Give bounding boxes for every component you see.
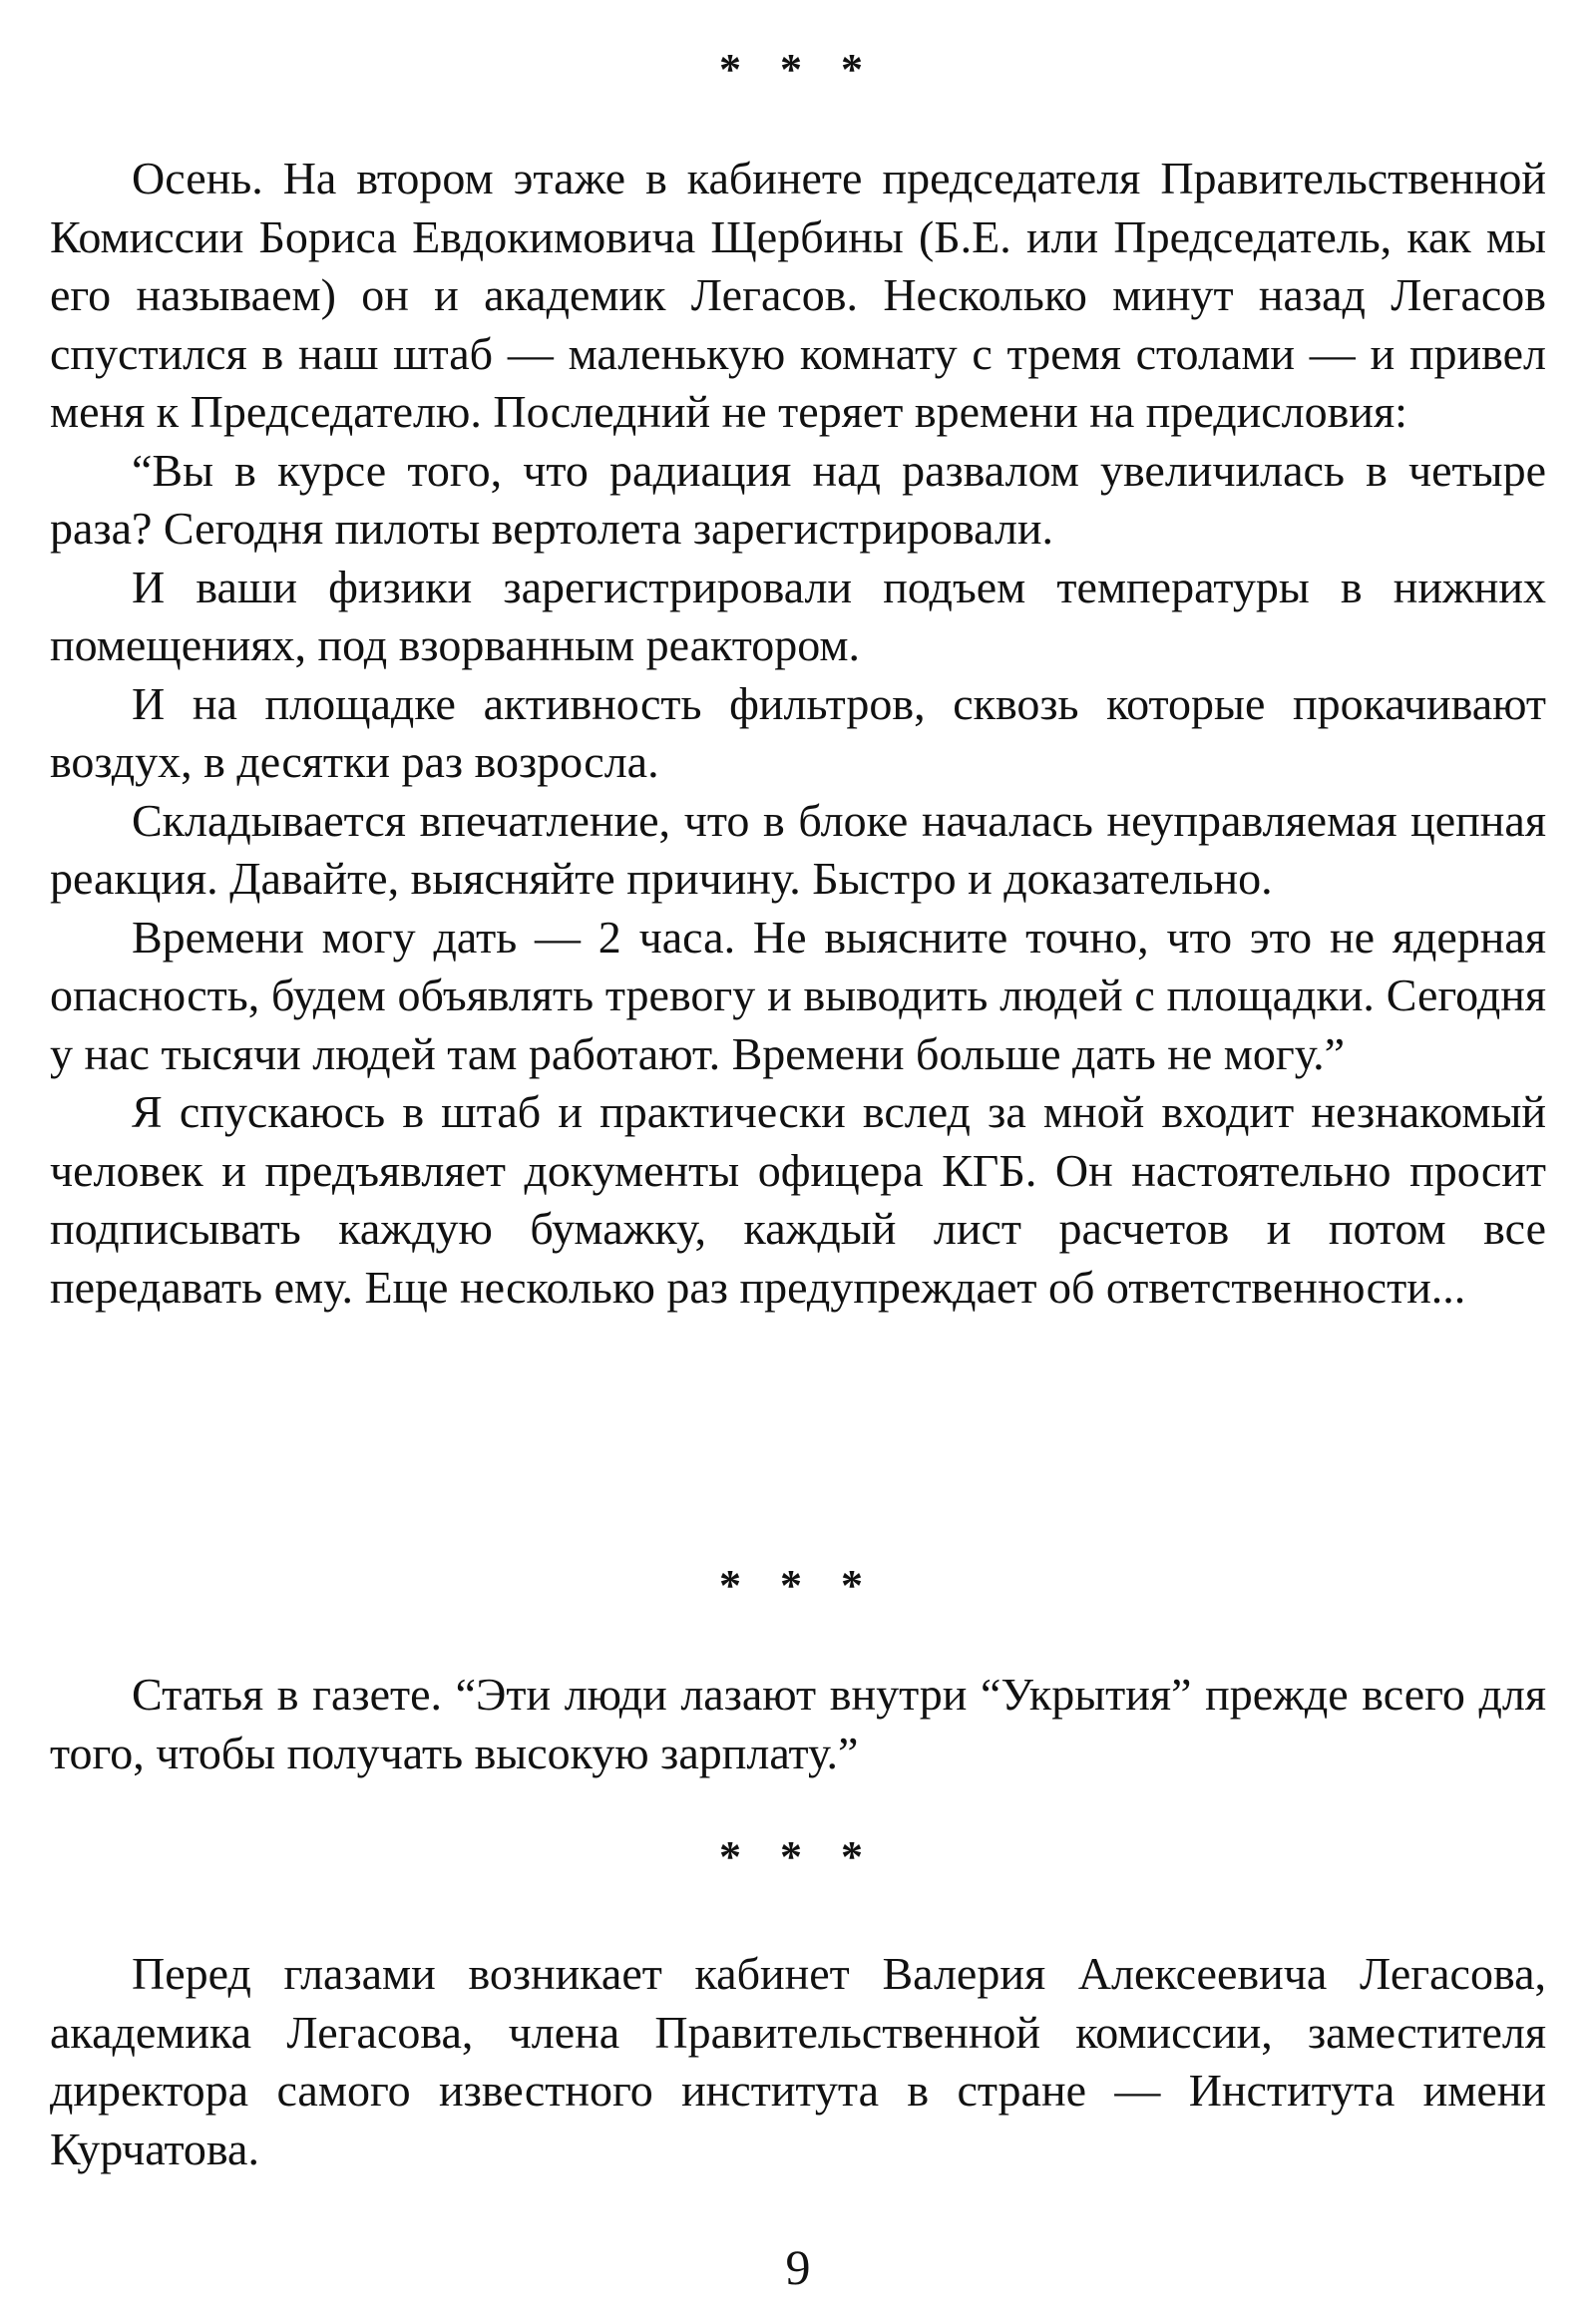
section-separator: * * * (719, 1832, 877, 1881)
section-2 (50, 1666, 1546, 1782)
section-1 (50, 150, 1546, 1317)
page-number: 9 (785, 2239, 811, 2295)
paragraph: И ваши физики зарегистрировали подъем температуры в нижних помещениях, под взорванным реактором. (50, 561, 1546, 670)
book-page (50, 0, 1546, 2324)
paragraph: Я спускаюсь в штаб и практически вслед за мной входит незнакомый человек и предъявляет документы офицера КГБ. Он настоятельно просит подписывать каждую бумажку, каждый лист расчетов и потом все передавать ему. Еще несколько раз предупреждает об ответственности... (50, 1086, 1546, 1313)
section-3 (50, 1945, 1546, 2178)
paragraph: Осень. На втором этаже в кабинете председателя Правительственной Комиссии Бориса Евдокимовича Щербины (Б.Е. или Председатель, как мы его называем) он и академик Легасов. Несколько минут назад Легасов спустился в наш штаб — маленькую комнату с тремя столами — и привел меня к Председателю. Последний не теряет времени на предисловия: (50, 153, 1546, 437)
paragraph: Статья в газете. “Эти люди лазают внутри “Укрытия” прежде всего для того, чтобы получать высокую зарплату.” (50, 1669, 1546, 1778)
paragraph: И на площадке активность фильтров, сквозь которые прокачивают воздух, в десятки раз возросла. (50, 677, 1546, 787)
paragraph: “Вы в курсе того, что радиация над развалом увеличилась в четыре раза? Сегодня пилоты вертолета зарегистрировали. (50, 444, 1546, 554)
paragraph: Перед глазами возникает кабинет Валерия Алексеевича Легасова, академика Легасова, члена Правительственной комиссии, заместителя директора самого известного института в стране — Института имени Курчатова. (50, 1948, 1546, 2174)
paragraph: Времени могу дать — 2 часа. Не выясните точно, что это не ядерная опасность, будем объявлять тревогу и выводить людей с площадки. Сегодня у нас тысячи людей там работают. Времени больше дать не могу.” (50, 911, 1546, 1079)
section-separator: * * * (719, 45, 877, 94)
paragraph: Складывается впечатление, что в блоке началась неуправляемая цепная реакция. Давайте, выясняйте причину. Быстро и доказательно. (50, 794, 1546, 904)
section-separator: * * * (719, 1561, 877, 1610)
